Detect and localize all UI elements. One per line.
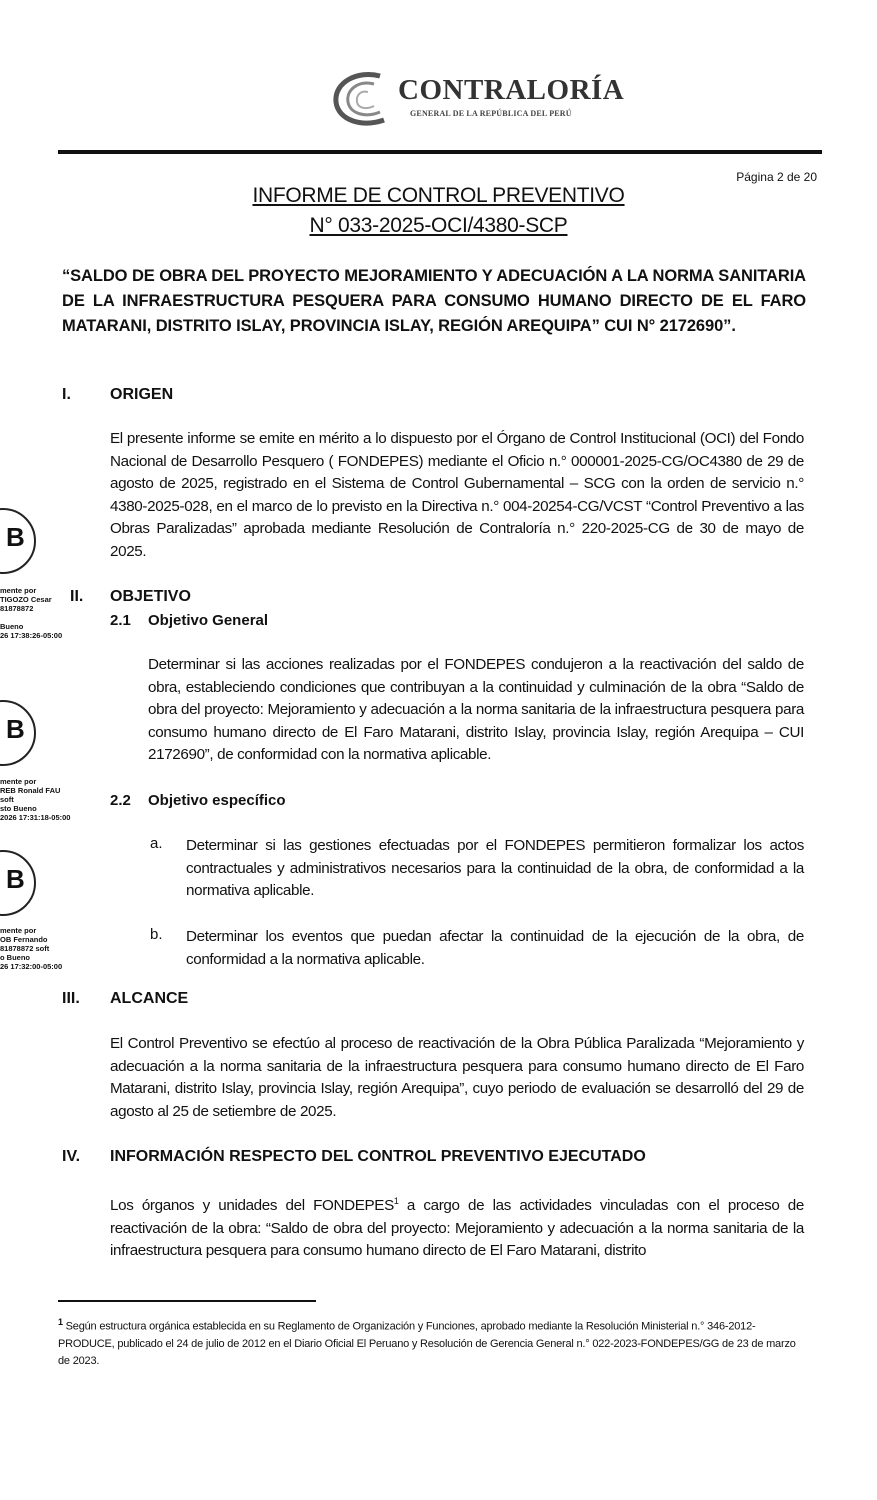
section-title-alcance: ALCANCE	[110, 990, 189, 1007]
origen-paragraph: El presente informe se emite en mérito a lo dispuesto por el Órgano de Control Institucional (OCI) del Fondo Nacional de Desarrollo Pesquero ( FONDEPES) mediante el Oficio n.° 000001-2025-CG/OC4380 de 29 de agosto de 2025, registrado en el Sistema de Control Gubernamental – SCG con la orden de servicio n.° 4380-2025-028, en el marco de lo previsto en la Directiva n.° 004-20254-CG/VCST “Control Preventivo a las Obras Paralizadas” aprobada mediante Resolución de Contraloría n.° 220-2025-CG de 30 de mayo de 2025.	[110, 430, 804, 560]
signature-line: mente por	[0, 586, 37, 595]
signature-line: mente por	[0, 777, 37, 786]
subsection-number-general: 2.1	[110, 612, 131, 629]
signature-stamp-icon	[0, 850, 36, 916]
subsection-title-general: Objetivo General	[148, 612, 269, 629]
footnote-number: 1	[58, 1317, 63, 1327]
list-item-text: Determinar los eventos que puedan afectar la continuidad de la ejecución de la obra, de conformidad a la normativa aplicable.	[186, 928, 804, 968]
report-title: INFORME DE CONTROL PREVENTIVO	[252, 184, 625, 207]
signature-block	[0, 926, 62, 971]
signature-line: mente por	[0, 926, 37, 935]
section-title-informacion: INFORMACIÓN RESPECTO DEL CONTROL PREVENTIVO EJECUTADO	[110, 1148, 646, 1165]
list-item-letter: a.	[150, 835, 163, 852]
section-number-informacion: IV.	[62, 1148, 81, 1165]
stamp-letter: B	[6, 714, 25, 744]
informacion-text-start: Los órganos y unidades del FONDEPES	[110, 1197, 394, 1215]
signature-line: o Bueno	[0, 953, 30, 962]
contraloria-logo	[328, 68, 638, 132]
signature-line: sto Bueno	[0, 804, 37, 813]
section-number-origen: I.	[62, 386, 71, 403]
logo-title: CONTRALORÍA	[398, 74, 625, 106]
page-number: Página 2 de 20	[736, 170, 817, 184]
logo-subtitle: GENERAL DE LA REPÚBLICA DEL PERÚ	[410, 109, 572, 118]
footnote	[58, 1314, 798, 1370]
objetivo-general-paragraph: Determinar si las acciones realizadas por el FONDEPES condujeron a la reactivación del saldo de obra, estableciendo condiciones que contribuyan a la continuidad y culminación de la obra “Saldo de obra del proyecto: Mejoramiento y adecuación a la norma sanitaria de la infraestructura pesquera para consumo humano directo de El Faro Matarani, distrito Islay, provincia Islay, región Arequipa – CUI 2172690”, de conformidad con la normativa aplicable.	[148, 656, 804, 763]
signature-line: 26 17:32:00-05:00	[0, 962, 63, 971]
signature-block	[0, 586, 62, 640]
footnote-rule	[58, 1300, 316, 1302]
footnote-reference: 1	[393, 1196, 399, 1206]
signature-line: TIGOZO Cesar	[0, 595, 52, 604]
section-number-alcance: III.	[62, 990, 80, 1007]
section-title-objetivo: OBJETIVO	[110, 588, 191, 605]
alcance-paragraph: El Control Preventivo se efectúo al proceso de reactivación de la Obra Pública Paralizada “Mejoramiento y adecuación a la norma sanitaria de la infraestructura pesquera para consumo humano directo de El Faro Matarani, distrito Islay, provincia Islay, región Arequipa”, cuyo periodo de evaluación se desarrolló del 29 de agosto al 25 de setiembre de 2025.	[110, 1035, 804, 1120]
signature-line: 2026 17:31:18-05:00	[0, 813, 71, 822]
signature-stamp-icon	[0, 508, 36, 574]
list-item-letter: b.	[150, 926, 163, 943]
report-number: N° 033-2025-OCI/4380-SCP	[309, 214, 568, 237]
subsection-title-specific: Objetivo específico	[148, 792, 286, 809]
list-item-text: Determinar si las gestiones efectuadas por el FONDEPES permitieron formalizar los actos contractuales y administrativos necesarios para la continuidad de la obra, de conformidad a la normativa aplicable.	[186, 837, 804, 899]
signature-line: 81878872	[0, 604, 34, 613]
signature-line: soft	[0, 795, 14, 804]
signature-stamp-icon	[0, 700, 36, 766]
footnote-text: Según estructura orgánica establecida en su Reglamento de Organización y Funciones, aprobado mediante la Resolución Ministerial n.° 346-2012-PRODUCE, publicado el 24 de julio de 2012 en el Diario Oficial El Peruano y Resolución de Gerencia General n.° 022-2023-FONDEPES/GG de 23 de marzo de 2023.	[58, 1320, 796, 1367]
contraloria-emblem-icon	[328, 68, 398, 132]
signature-line: OB Fernando	[0, 935, 48, 944]
signature-block	[0, 777, 70, 822]
header-rule	[58, 150, 822, 154]
signature-line	[0, 613, 62, 622]
informacion-text-end: a cargo de las actividades vinculadas con el proceso de reactivación de la obra: “Saldo de obra del proyecto: Mejoramiento y adecuación a la norma sanitaria de la infraestructura pesquera para consumo humano directo de El Faro Matarani, distrito	[110, 1197, 804, 1260]
signature-line: Bueno	[0, 622, 24, 631]
stamp-letter: B	[6, 522, 25, 552]
signature-line: 26 17:38:26-05:00	[0, 631, 63, 640]
signature-line: 81878872 soft	[0, 944, 50, 953]
subsection-number-specific: 2.2	[110, 792, 131, 809]
report-subject: “SALDO DE OBRA DEL PROYECTO MEJORAMIENTO Y ADECUACIÓN A LA NORMA SANITARIA DE LA INFRAESTRUCTURA PESQUERA PARA CONSUMO HUMANO DIRECTO DE EL FARO MATARANI, DISTRITO ISLAY, PROVINCIA ISLAY, REGIÓN AREQUIPA” CUI N° 2172690”.	[62, 267, 806, 335]
section-title-origen: ORIGEN	[110, 386, 174, 403]
stamp-letter: B	[6, 864, 25, 894]
section-number-objetivo: II.	[70, 588, 84, 605]
informacion-paragraph	[110, 1190, 804, 1263]
signature-line: REB Ronald FAU	[0, 786, 61, 795]
